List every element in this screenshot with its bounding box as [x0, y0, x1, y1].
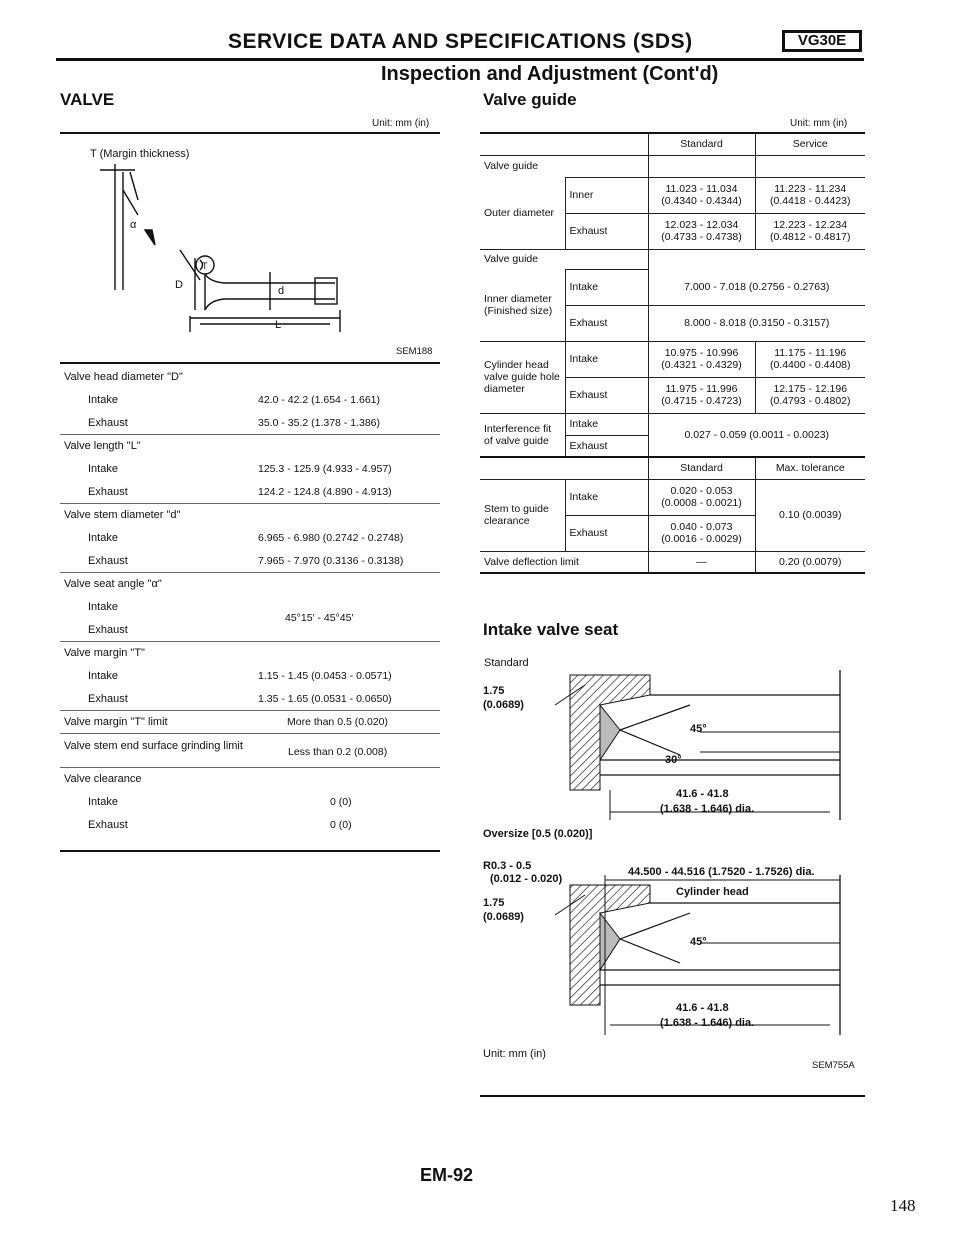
valve-spec-label: Exhaust [88, 417, 128, 429]
seat-w1: 1.75 [483, 685, 505, 697]
valve-spec-value: 45°15′ - 45°45′ [285, 612, 354, 624]
outer-exh-srv: 12.223 - 12.234 (0.4812 - 0.4817) [755, 213, 865, 249]
valve-spec-value: 1.15 - 1.45 (0.0453 - 0.0571) [258, 670, 392, 682]
hole-intake-std: 10.975 - 10.996 (0.4321 - 0.4329) [648, 341, 755, 377]
seat-w2-in: (0.0689) [483, 911, 524, 923]
outer-exh-std: 12.023 - 12.034 (0.4733 - 0.4738) [648, 213, 755, 249]
valve-spec-label: Intake [88, 463, 118, 475]
valve-diagram [60, 160, 440, 350]
valve-spec-value: 6.965 - 6.980 (0.2742 - 0.2748) [258, 532, 404, 544]
valve-spec-label: Exhaust [88, 693, 128, 705]
stem-exhaust-label: Exhaust [565, 515, 648, 551]
guide-unit: Unit: mm (in) [790, 118, 848, 129]
page-title: SERVICE DATA AND SPECIFICATIONS (SDS) [228, 30, 693, 53]
valve-spec-label: Exhaust [88, 624, 128, 636]
stem-max-val: 0.10 (0.0039) [755, 479, 865, 551]
seat-big-dia: 44.500 - 44.516 (1.7520 - 1.7526) dia. [628, 866, 815, 878]
guide-section-title: Valve guide [483, 90, 577, 109]
inner-intake-val: 7.000 - 7.018 (0.2756 - 0.2763) [648, 269, 865, 305]
d-small-label: d [278, 285, 285, 297]
stem-clearance-label: Stem to guide clearance [480, 479, 565, 551]
diagram-margin-label: T (Margin thickness) [90, 148, 190, 160]
hole-exh-std: 11.975 - 11.996 (0.4715 - 0.4723) [648, 377, 755, 413]
row-divider [60, 641, 440, 642]
valve-spec-value: 1.35 - 1.65 (0.0531 - 0.0650) [258, 693, 392, 705]
valve-spec-label: Intake [88, 532, 118, 544]
seat-dia2-in: (1.638 - 1.646) dia. [660, 1017, 755, 1029]
outer-inner-std: 11.023 - 11.034 (0.4340 - 0.4344) [648, 177, 755, 213]
col-standard: Standard [648, 133, 755, 155]
t-label: T [202, 261, 208, 271]
outer-inner-label: Inner [565, 177, 648, 213]
rule [480, 1095, 865, 1097]
seat-standard-label: Standard [484, 657, 529, 669]
valve-guide-label: Valve guide [480, 155, 648, 177]
row-divider [60, 733, 440, 734]
diagram-code: SEM188 [396, 346, 433, 357]
seat-w2: 1.75 [483, 897, 505, 909]
outer-exhaust-label: Exhaust [565, 213, 648, 249]
deflection-max: 0.20 (0.0079) [755, 551, 865, 573]
seat-angle-30: 30° [665, 754, 682, 766]
seat-dia2: 41.6 - 41.8 [676, 1002, 729, 1014]
seat-r-in: (0.012 - 0.020) [490, 873, 563, 885]
valve-guide-label-2: Valve guide [480, 249, 648, 269]
valve-spec-value: 0 (0) [330, 819, 352, 831]
interference-val: 0.027 - 0.059 (0.0011 - 0.0023) [648, 413, 865, 457]
valve-spec-label: Valve clearance [64, 773, 142, 785]
engine-badge: VG30E [782, 30, 862, 52]
page-number: 148 [890, 1196, 916, 1215]
valve-spec-label: Exhaust [88, 486, 128, 498]
valve-spec-label: Valve seat angle "α" [64, 578, 162, 590]
outer-diameter-label: Outer diameter [480, 177, 565, 249]
valve-spec-label: Intake [88, 394, 118, 406]
l-label: L [275, 319, 282, 331]
col-standard-2: Standard [648, 457, 755, 479]
row-divider [60, 434, 440, 435]
rule [60, 850, 440, 852]
inner-diameter-label: Inner diameter (Finished size) [480, 269, 565, 341]
stem-exhaust-val: 0.040 - 0.073 (0.0016 - 0.0029) [648, 515, 755, 551]
seat-dia1-in: (1.638 - 1.646) dia. [660, 803, 755, 815]
valve-spec-label: Intake [88, 670, 118, 682]
deflection-std: — [648, 551, 755, 573]
valve-spec-label: Exhaust [88, 555, 128, 567]
interference-intake-label: Intake [565, 413, 648, 435]
hole-intake-srv: 11.175 - 11.196 (0.4400 - 0.4408) [755, 341, 865, 377]
seat-dia1: 41.6 - 41.8 [676, 788, 729, 800]
valve-spec-value: 7.965 - 7.970 (0.3136 - 0.3138) [258, 555, 404, 567]
valve-spec-label: Intake [88, 601, 118, 613]
valve-spec-value: 125.3 - 125.9 (4.933 - 4.957) [258, 463, 392, 475]
valve-spec-value: 0 (0) [330, 796, 352, 808]
hole-exh-srv: 12.175 - 12.196 (0.4793 - 0.4802) [755, 377, 865, 413]
valve-section-title: VALVE [60, 90, 115, 109]
valve-spec-label: Valve stem end surface grinding limit [64, 740, 243, 752]
header-rule [56, 58, 864, 61]
valve-spec-value: 35.0 - 35.2 (1.378 - 1.386) [258, 417, 380, 429]
valve-spec-label: Valve head diameter "D" [64, 371, 183, 383]
valve-spec-label: Valve length "L" [64, 440, 141, 452]
d-big-label: D [175, 279, 183, 291]
rule [60, 362, 440, 364]
col-max-tolerance: Max. tolerance [755, 457, 865, 479]
seat-angle-45b: 45° [690, 936, 707, 948]
inner-intake-label: Intake [565, 269, 648, 305]
valve-spec-value: 124.2 - 124.8 (4.890 - 4.913) [258, 486, 392, 498]
inner-exhaust-val: 8.000 - 8.018 (0.3150 - 0.3157) [648, 305, 865, 341]
valve-guide-table [480, 132, 865, 574]
outer-inner-srv: 11.223 - 11.234 (0.4418 - 0.4423) [755, 177, 865, 213]
seat-angle-45: 45° [690, 723, 707, 735]
seat-r: R0.3 - 0.5 [483, 860, 532, 872]
row-divider [60, 503, 440, 504]
hole-exhaust-label: Exhaust [565, 377, 648, 413]
valve-spec-label: Exhaust [88, 819, 128, 831]
seat-section-title: Intake valve seat [483, 620, 619, 639]
seat-cyl-head: Cylinder head [676, 886, 749, 898]
row-divider [60, 710, 440, 711]
stem-intake-label: Intake [565, 479, 648, 515]
valve-spec-label: Valve margin "T" limit [64, 716, 168, 728]
page-code: EM-92 [420, 1165, 474, 1185]
valve-spec-value: 42.0 - 42.2 (1.654 - 1.661) [258, 394, 380, 406]
inner-exhaust-label: Exhaust [565, 305, 648, 341]
rule [60, 132, 440, 134]
valve-spec-label: Intake [88, 796, 118, 808]
interference-exhaust-label: Exhaust [565, 435, 648, 457]
seat-w1-in: (0.0689) [483, 699, 524, 711]
deflection-label: Valve deflection limit [480, 551, 648, 573]
seat-unit: Unit: mm (in) [483, 1048, 546, 1060]
seat-oversize-label: Oversize [0.5 (0.020)] [483, 828, 593, 840]
valve-spec-label: Valve stem diameter "d" [64, 509, 181, 521]
row-divider [60, 767, 440, 768]
hole-intake-label: Intake [565, 341, 648, 377]
seat-code: SEM755A [812, 1060, 855, 1071]
valve-unit: Unit: mm (in) [372, 118, 430, 129]
valve-spec-value: More than 0.5 (0.020) [287, 716, 388, 728]
valve-spec-value: Less than 0.2 (0.008) [288, 746, 388, 758]
hole-diameter-label: Cylinder head valve guide hole diameter [480, 341, 565, 413]
page-subtitle: Inspection and Adjustment (Cont'd) [381, 63, 719, 85]
interference-label: Interference fit of valve guide [480, 413, 565, 457]
valve-spec-label: Valve margin "T" [64, 647, 145, 659]
alpha-label: α [130, 219, 137, 231]
row-divider [60, 572, 440, 573]
stem-intake-val: 0.020 - 0.053 (0.0008 - 0.0021) [648, 479, 755, 515]
col-service: Service [755, 133, 865, 155]
